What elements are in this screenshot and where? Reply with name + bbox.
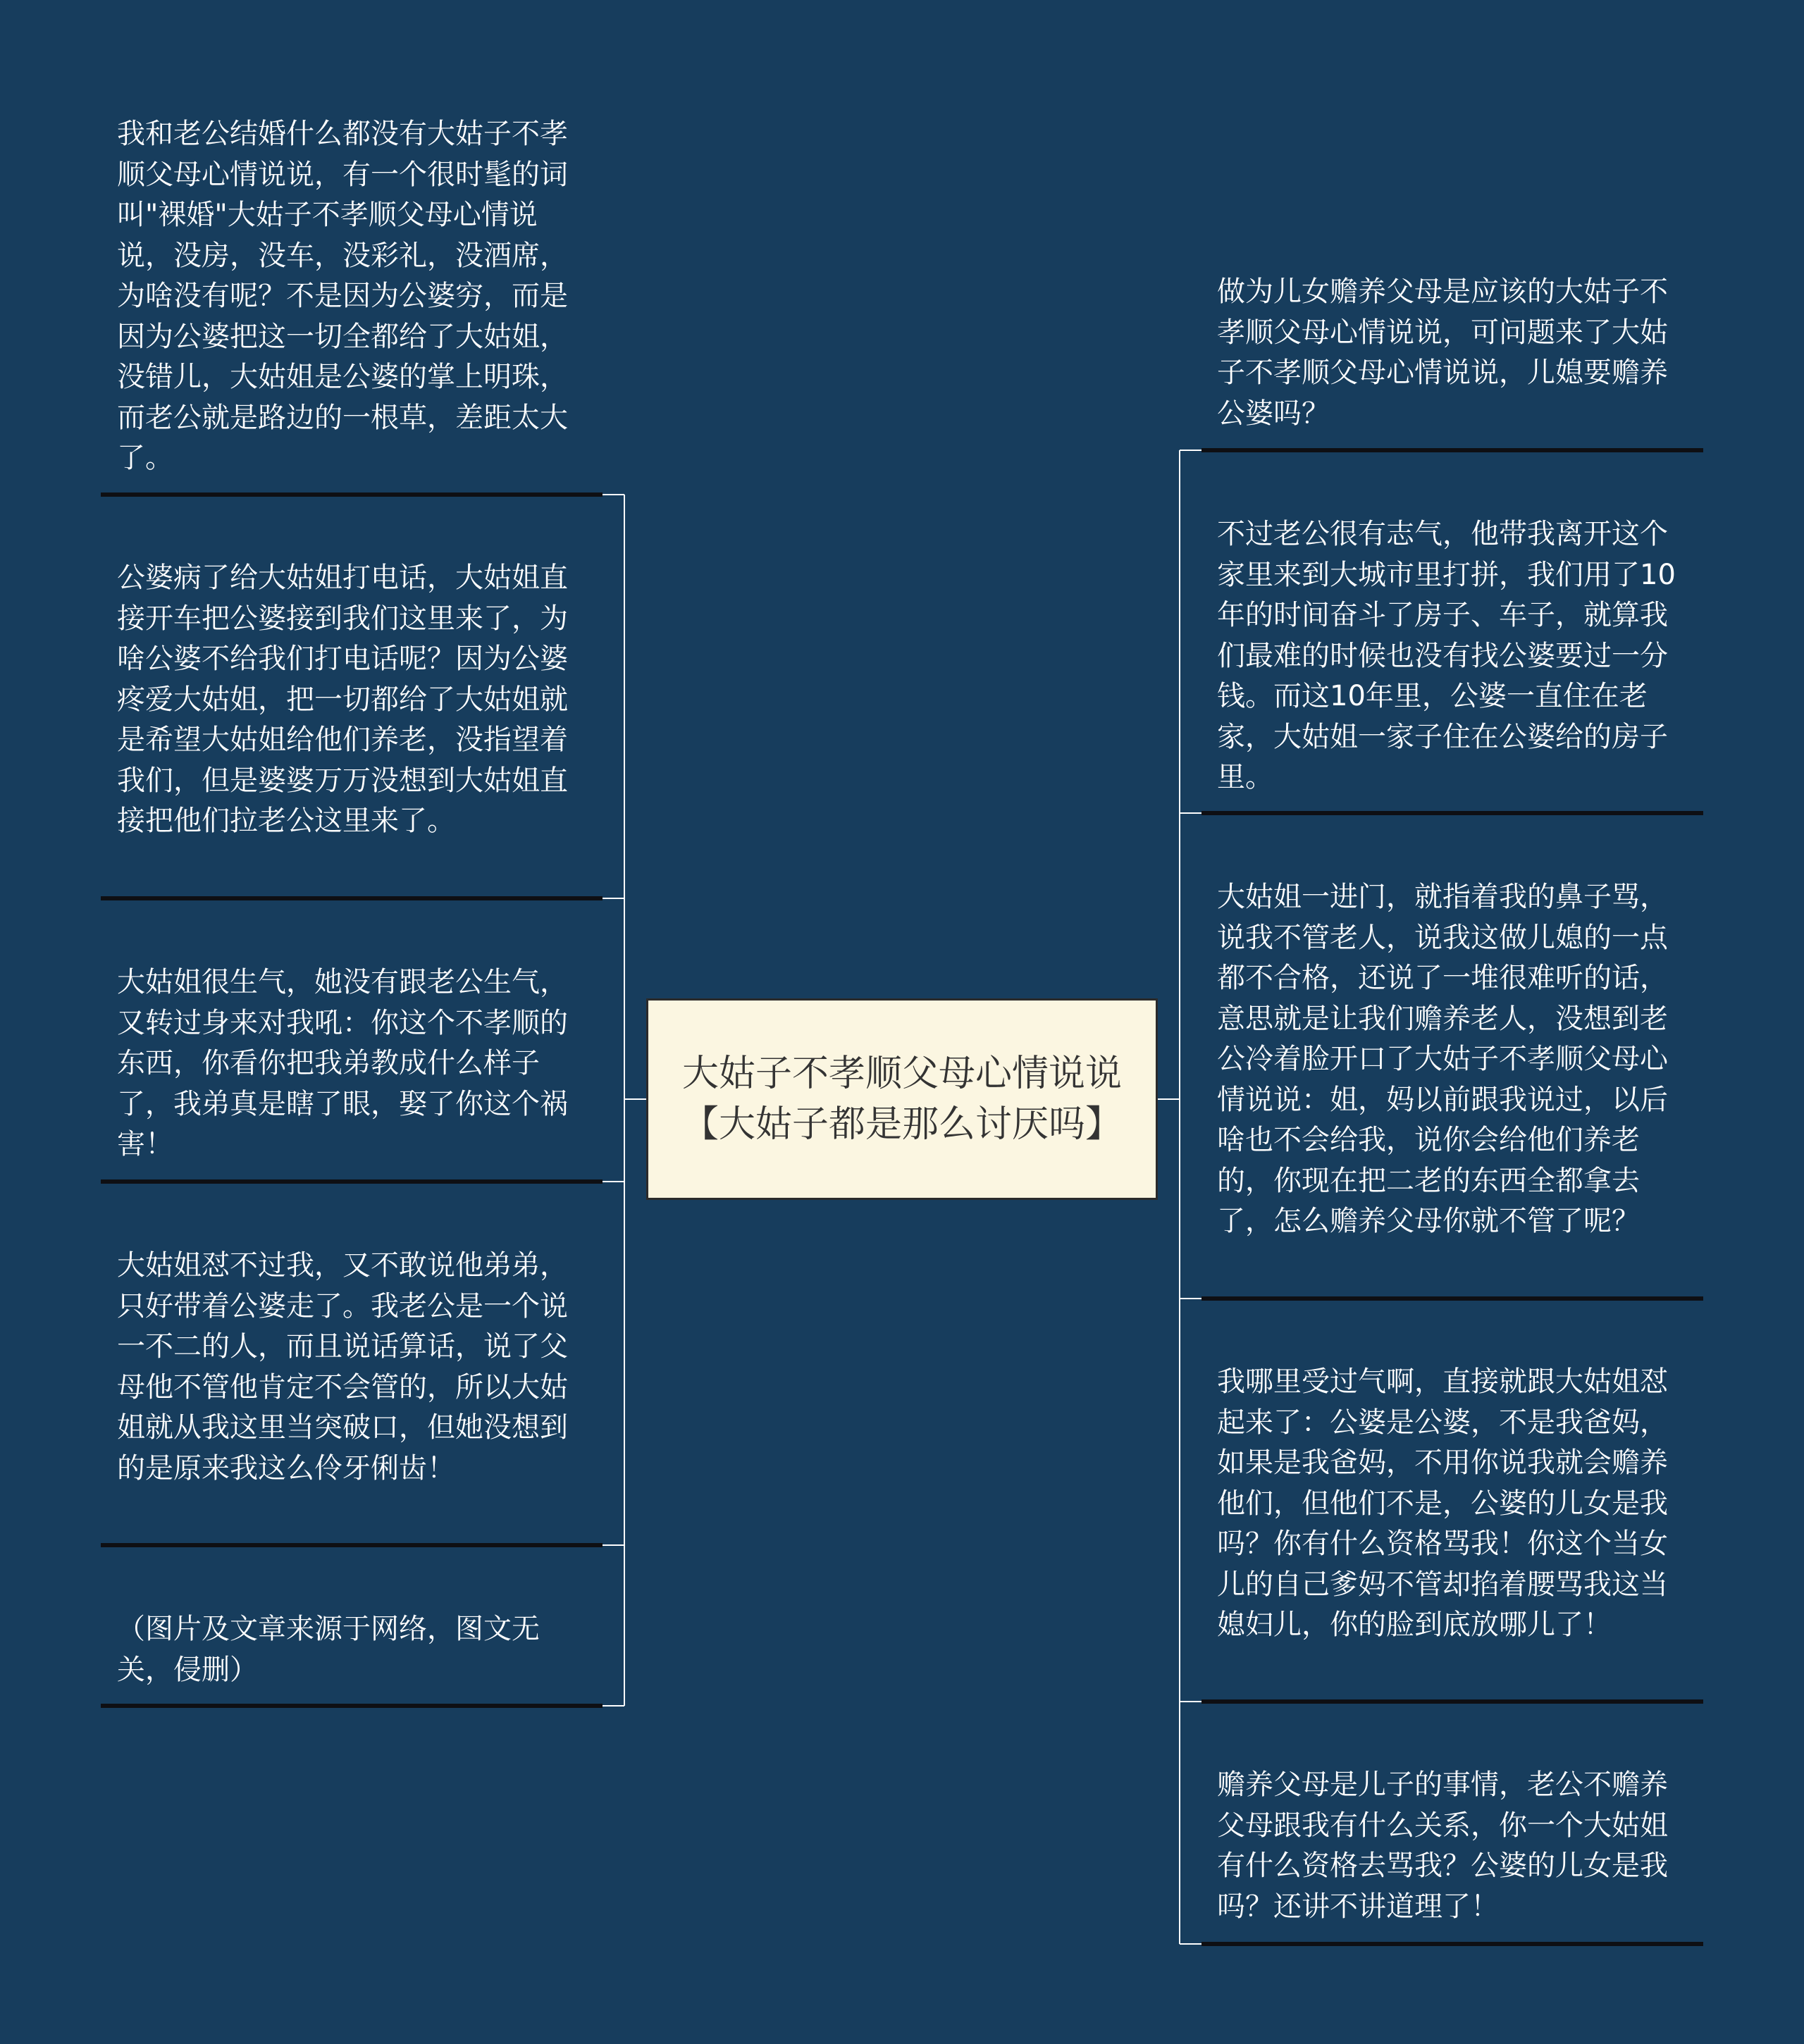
right-branch-underline-2 bbox=[1201, 811, 1703, 815]
left-branch-node-1[interactable] bbox=[101, 114, 603, 497]
root-topic-title: 大姑子不孝顺父母心情说说【大姑子都是那么讨厌吗】 bbox=[681, 1053, 1122, 1146]
left-branch-underline-2 bbox=[101, 896, 603, 900]
left-branch-node-3[interactable] bbox=[101, 962, 603, 1184]
left-branch-underline-5 bbox=[101, 1704, 603, 1708]
left-branch-underline-1 bbox=[101, 493, 603, 497]
right-branch-underline-4 bbox=[1201, 1699, 1703, 1704]
right-branch-underline-5 bbox=[1201, 1942, 1703, 1946]
right-branch-underline-1 bbox=[1201, 448, 1703, 452]
right-branch-node-2[interactable] bbox=[1201, 514, 1703, 815]
right-branch-underline-3 bbox=[1201, 1296, 1703, 1301]
left-branch-text-1: 我和老公结婚什么都没有大姑子不孝顺父母心情说说，有一个很时髦的词叫"裸婚"大姑子不孝顺父母心情说说，没房，没车，没彩礼，没酒席，为啥没有呢？不是因为公婆穷，而是因为公婆把这一切全都给了大姑姐，没错儿，大姑姐是公婆的掌上明珠，而老公就是路边的一根草，差距太大了。 bbox=[117, 118, 568, 474]
root-topic-node[interactable] bbox=[646, 998, 1158, 1200]
left-branch-text-3: 大姑姐很生气，她没有跟老公生气，又转过身来对我吼：你这个不孝顺的东西，你看你把我弟教成什么样子了，我弟真是瞎了眼，娶了你这个祸害！ bbox=[117, 966, 568, 1160]
left-branch-text-2: 公婆病了给大姑姐打电话，大姑姐直接开车把公婆接到我们这里来了，为啥公婆不给我们打电话呢？因为公婆疼爱大姑姐，把一切都给了大姑姐就是希望大姑姐给他们养老，没指望着我们，但是婆婆万万没想到大姑姐直接把他们拉老公这里来了。 bbox=[117, 562, 568, 837]
right-branch-node-5[interactable] bbox=[1201, 1765, 1703, 1946]
right-branch-text-5: 赡养父母是儿子的事情，老公不赡养父母跟我有什么关系，你一个大姑姐有什么资格去骂我？公婆的儿女是我吗？还讲不讲道理了！ bbox=[1217, 1769, 1668, 1923]
left-branch-text-5: （图片及文章来源于网络，图文无关，侵删） bbox=[117, 1613, 540, 1686]
right-branch-node-1[interactable] bbox=[1201, 272, 1703, 452]
left-branch-underline-4 bbox=[101, 1543, 603, 1547]
right-branch-node-4[interactable] bbox=[1201, 1362, 1703, 1704]
right-branch-node-3[interactable] bbox=[1201, 877, 1703, 1301]
right-branch-text-1: 做为儿女赡养父母是应该的大姑子不孝顺父母心情说说，可问题来了大姑子不孝顺父母心情说说，儿媳要赡养公婆吗？ bbox=[1217, 275, 1668, 430]
right-branch-text-4: 我哪里受过气啊，直接就跟大姑姐怼起来了：公婆是公婆，不是我爸妈，如果是我爸妈，不用你说我就会赡养他们，但他们不是，公婆的儿女是我吗？你有什么资格骂我！你这个当女儿的自己爹妈不管却掐着腰骂我这当媳妇儿，你的脸到底放哪儿了！ bbox=[1217, 1365, 1668, 1641]
left-branch-underline-3 bbox=[101, 1179, 603, 1184]
left-branch-node-5[interactable] bbox=[101, 1609, 603, 1708]
left-branch-node-4[interactable] bbox=[101, 1246, 603, 1547]
left-branch-node-2[interactable] bbox=[101, 558, 603, 900]
right-branch-text-2: 不过老公很有志气，他带我离开这个家里来到大城市里打拼，我们用了10年的时间奋斗了房子、车子，就算我们最难的时候也没有找公婆要过一分钱。而这10年里，公婆一直住在老家，大姑姐一家子住在公婆给的房子里。 bbox=[1217, 518, 1676, 793]
right-branch-text-3: 大姑姐一进门，就指着我的鼻子骂，说我不管老人，说我这做儿媳的一点都不合格，还说了一堆很难听的话，意思就是让我们赡养老人，没想到老公冷着脸开口了大姑子不孝顺父母心情说说：姐，妈以前跟我说过，以后啥也不会给我，说你会给他们养老的，你现在把二老的东西全都拿去了，怎么赡养父母你就不管了呢？ bbox=[1217, 881, 1668, 1237]
left-branch-text-4: 大姑姐怼不过我，又不敢说他弟弟，只好带着公婆走了。我老公是一个说一不二的人，而且说话算话，说了父母他不管他肯定不会管的，所以大姑姐就从我这里当突破口，但她没想到的是原来我这么伶牙俐齿！ bbox=[117, 1249, 568, 1485]
